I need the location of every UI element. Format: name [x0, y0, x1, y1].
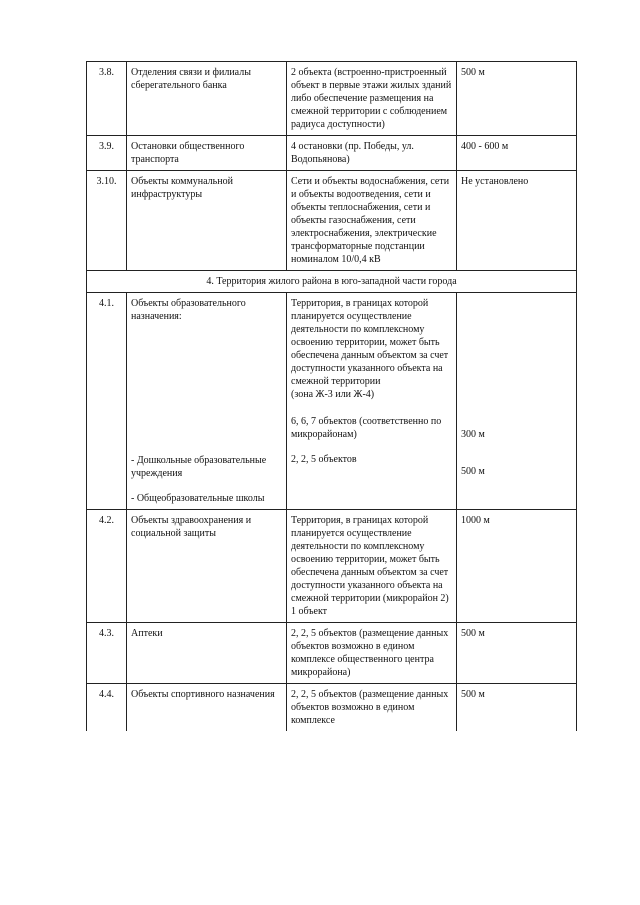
object-info-cell [287, 510, 457, 623]
row-number: 3.9. [87, 136, 127, 171]
object-count: 1 объект [291, 606, 328, 617]
sub-item-radius: 500 м [461, 466, 485, 477]
object-name: Отделения связи и филиалы сберегательного банка [127, 62, 287, 136]
service-radius: 500 м [457, 684, 577, 732]
service-radius: 400 - 600 м [457, 136, 577, 171]
planning-table [86, 61, 577, 731]
sub-item-name: - Общеобразовательные школы [131, 493, 265, 504]
table-row [87, 136, 577, 171]
service-radius: Не установлено [457, 171, 577, 271]
object-info: Сети и объекты водоснабжения, сети и объекты водоотведения, сети и объекты теплоснабжения, сети и объекты газоснабжения, сети электроснабжения, электрические трансформаторные подстанции номиналом 10/0,4 кВ [287, 171, 457, 271]
object-name: Объекты здравоохранения и социальной защиты [127, 510, 287, 623]
table-row [87, 510, 577, 623]
table-row [87, 293, 577, 510]
service-radius-cell [457, 293, 577, 510]
object-name: Остановки общественного транспорта [127, 136, 287, 171]
table-row [87, 171, 577, 271]
section-title: 4. Территория жилого района в юго-западной части города [87, 271, 577, 293]
table-row [87, 623, 577, 684]
object-info-cell [287, 293, 457, 510]
row-number: 4.3. [87, 623, 127, 684]
object-info: Территория, в границах которой планируется осуществление деятельности по комплексному освоению территории, может быть обеспечена данным объектом за счет доступности указанного объекта на смежной территории (микрорайон 2) [291, 515, 449, 604]
service-radius: 500 м [457, 62, 577, 136]
sub-item-name: - Дошкольные образовательные учреждения [131, 455, 267, 479]
object-info: Территория, в границах которой планируется осуществление деятельности по комплексному освоению территории, может быть обеспечена данным объектом за счет доступности указанного объекта на смежной территории [291, 298, 449, 387]
row-number: 4.4. [87, 684, 127, 732]
service-radius: 1000 м [457, 510, 577, 623]
object-name: Объекты образовательного назначения: [131, 298, 246, 322]
sub-item-info: 2, 2, 5 объектов [291, 454, 357, 465]
table-row [87, 62, 577, 136]
service-radius: 500 м [457, 623, 577, 684]
object-info: 4 остановки (пр. Победы, ул. Водопьянова) [287, 136, 457, 171]
object-name-cell [127, 293, 287, 510]
sub-item-info: 6, 6, 7 объектов (соответственно по микрорайонам) [291, 416, 442, 440]
object-info: 2, 2, 5 объектов (размещение данных объектов возможно в едином комплексе общественного центра микрорайона) [287, 623, 457, 684]
object-info: 2 объекта (встроенно-пристроенный объект в первые этажи жилых зданий либо обеспечение размещения на смежной территории с соблюдением радиуса доступности) [287, 62, 457, 136]
row-number: 3.10. [87, 171, 127, 271]
sub-item-radius: 300 м [461, 429, 485, 440]
row-number: 3.8. [87, 62, 127, 136]
table-row [87, 684, 577, 732]
object-name: Объекты спортивного назначения [127, 684, 287, 732]
zone-note: (зона Ж-3 или Ж-4) [291, 389, 375, 400]
object-name: Объекты коммунальной инфраструктуры [127, 171, 287, 271]
object-name: Аптеки [127, 623, 287, 684]
object-info: 2, 2, 5 объектов (размещение данных объектов возможно в едином комплексе [287, 684, 457, 732]
row-number: 4.2. [87, 510, 127, 623]
row-number: 4.1. [87, 293, 127, 510]
section-header-row [87, 271, 577, 293]
